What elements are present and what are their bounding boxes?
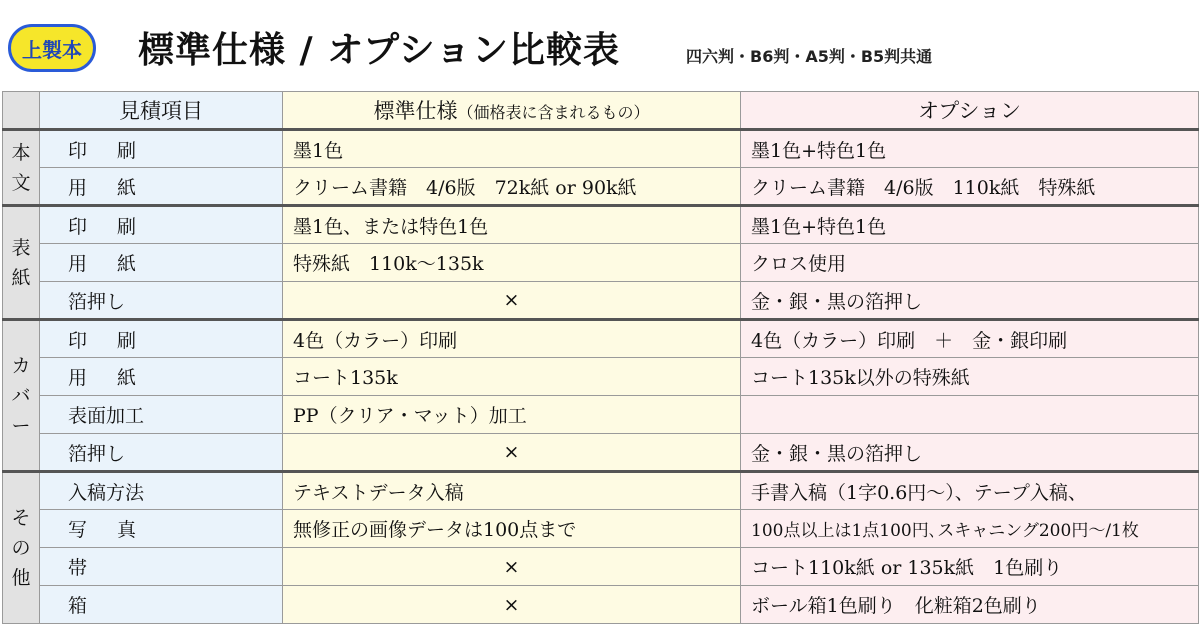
column-header-option: オプション bbox=[741, 92, 1199, 130]
table-row bbox=[3, 320, 1199, 358]
item-cell bbox=[40, 244, 283, 282]
table-row bbox=[3, 206, 1199, 244]
category-label: 本文 bbox=[11, 141, 31, 194]
option-cell: 金・銀・黒の箔押し bbox=[741, 434, 1199, 472]
page-title: 標準仕様 / オプション比較表 bbox=[138, 30, 620, 71]
table-row bbox=[3, 130, 1199, 168]
item-label: 用 bbox=[68, 176, 88, 199]
item-label: 紙 bbox=[117, 367, 137, 389]
option-cell: クリーム書籍 4/6版 110k紙 特殊紙 bbox=[741, 168, 1199, 206]
item-cell: 帯 bbox=[40, 548, 283, 586]
standard-cell: クリーム書籍 4/6版 72k紙 or 90k紙 bbox=[283, 168, 741, 206]
category-cell-body bbox=[3, 130, 40, 206]
item-cell bbox=[40, 320, 283, 358]
cross-mark-icon: × bbox=[283, 548, 741, 586]
item-cell: 箔押し bbox=[40, 282, 283, 320]
category-cell-cover-board bbox=[3, 206, 40, 320]
corner-cell bbox=[3, 92, 40, 130]
cross-mark-icon: × bbox=[283, 434, 741, 472]
table-row bbox=[3, 358, 1199, 396]
option-cell: ボール箱1色刷り 化粧箱2色刷り bbox=[741, 586, 1199, 624]
option-cell: クロス使用 bbox=[741, 244, 1199, 282]
item-label: 写 bbox=[68, 519, 88, 541]
option-cell: 100点以上は1点100円､スキャニング200円〜/1枚 bbox=[741, 510, 1199, 548]
item-label: 印 bbox=[68, 215, 88, 238]
item-label: 刷 bbox=[117, 215, 137, 238]
item-label: 真 bbox=[117, 519, 137, 541]
option-cell bbox=[741, 396, 1199, 434]
item-cell: 箔押し bbox=[40, 434, 283, 472]
table-row bbox=[3, 548, 1199, 586]
option-cell: 金・銀・黒の箔押し bbox=[741, 282, 1199, 320]
item-cell bbox=[40, 168, 283, 206]
item-label: 印 bbox=[68, 329, 88, 352]
item-label: 用 bbox=[68, 367, 88, 389]
standard-header-label: 標準仕様 bbox=[373, 99, 458, 123]
standard-cell: PP（クリア・マット）加工 bbox=[283, 396, 741, 434]
item-label: 印 bbox=[68, 139, 88, 162]
item-cell bbox=[40, 510, 283, 548]
category-label: その他 bbox=[11, 507, 31, 589]
item-label: 刷 bbox=[117, 139, 137, 162]
category-cell-other bbox=[3, 472, 40, 624]
standard-header-note: （価格表に含まれるもの） bbox=[457, 103, 650, 122]
table-header-row bbox=[3, 92, 1199, 130]
item-label: 紙 bbox=[117, 176, 137, 199]
option-cell: コート135k以外の特殊紙 bbox=[741, 358, 1199, 396]
standard-cell: 特殊紙 110k〜135k bbox=[283, 244, 741, 282]
table-row bbox=[3, 586, 1199, 624]
standard-cell: テキストデータ入稿 bbox=[283, 472, 741, 510]
page-subtitle: 四六判・B6判・A5判・B5判共通 bbox=[686, 47, 933, 66]
item-cell: 箱 bbox=[40, 586, 283, 624]
category-label: カバー bbox=[11, 354, 31, 437]
item-cell bbox=[40, 206, 283, 244]
category-cell-jacket bbox=[3, 320, 40, 472]
item-label: 紙 bbox=[117, 253, 137, 275]
item-label: 刷 bbox=[117, 329, 137, 352]
option-cell: コート110k紙 or 135k紙 1色刷り bbox=[741, 548, 1199, 586]
option-cell: 手書入稿（1字0.6円〜）、テープ入稿、 bbox=[741, 472, 1199, 510]
page-header bbox=[0, 0, 1200, 90]
standard-cell: 墨1色、または特色1色 bbox=[283, 206, 741, 244]
cross-mark-icon: × bbox=[283, 586, 741, 624]
standard-cell: 4色（カラー）印刷 bbox=[283, 320, 741, 358]
table-row bbox=[3, 396, 1199, 434]
table-row bbox=[3, 472, 1199, 510]
option-cell: 4色（カラー）印刷 ＋ 金・銀印刷 bbox=[741, 320, 1199, 358]
column-header-item: 見積項目 bbox=[40, 92, 283, 130]
table-row bbox=[3, 434, 1199, 472]
table-row bbox=[3, 282, 1199, 320]
table-row bbox=[3, 244, 1199, 282]
option-cell: 墨1色+特色1色 bbox=[741, 206, 1199, 244]
standard-cell: 無修正の画像データは100点まで bbox=[283, 510, 741, 548]
cross-mark-icon: × bbox=[283, 282, 741, 320]
standard-cell: コート135k bbox=[283, 358, 741, 396]
item-cell: 入稿方法 bbox=[40, 472, 283, 510]
item-cell bbox=[40, 130, 283, 168]
item-label: 用 bbox=[68, 253, 88, 275]
table-row bbox=[3, 168, 1199, 206]
column-header-standard bbox=[283, 92, 741, 130]
comparison-table bbox=[2, 91, 1199, 624]
item-cell: 表面加工 bbox=[40, 396, 283, 434]
item-cell bbox=[40, 358, 283, 396]
option-cell: 墨1色+特色1色 bbox=[741, 130, 1199, 168]
category-label: 表紙 bbox=[11, 236, 31, 289]
standard-cell: 墨1色 bbox=[283, 130, 741, 168]
table-row bbox=[3, 510, 1199, 548]
binding-type-badge: 上製本 bbox=[8, 24, 96, 72]
